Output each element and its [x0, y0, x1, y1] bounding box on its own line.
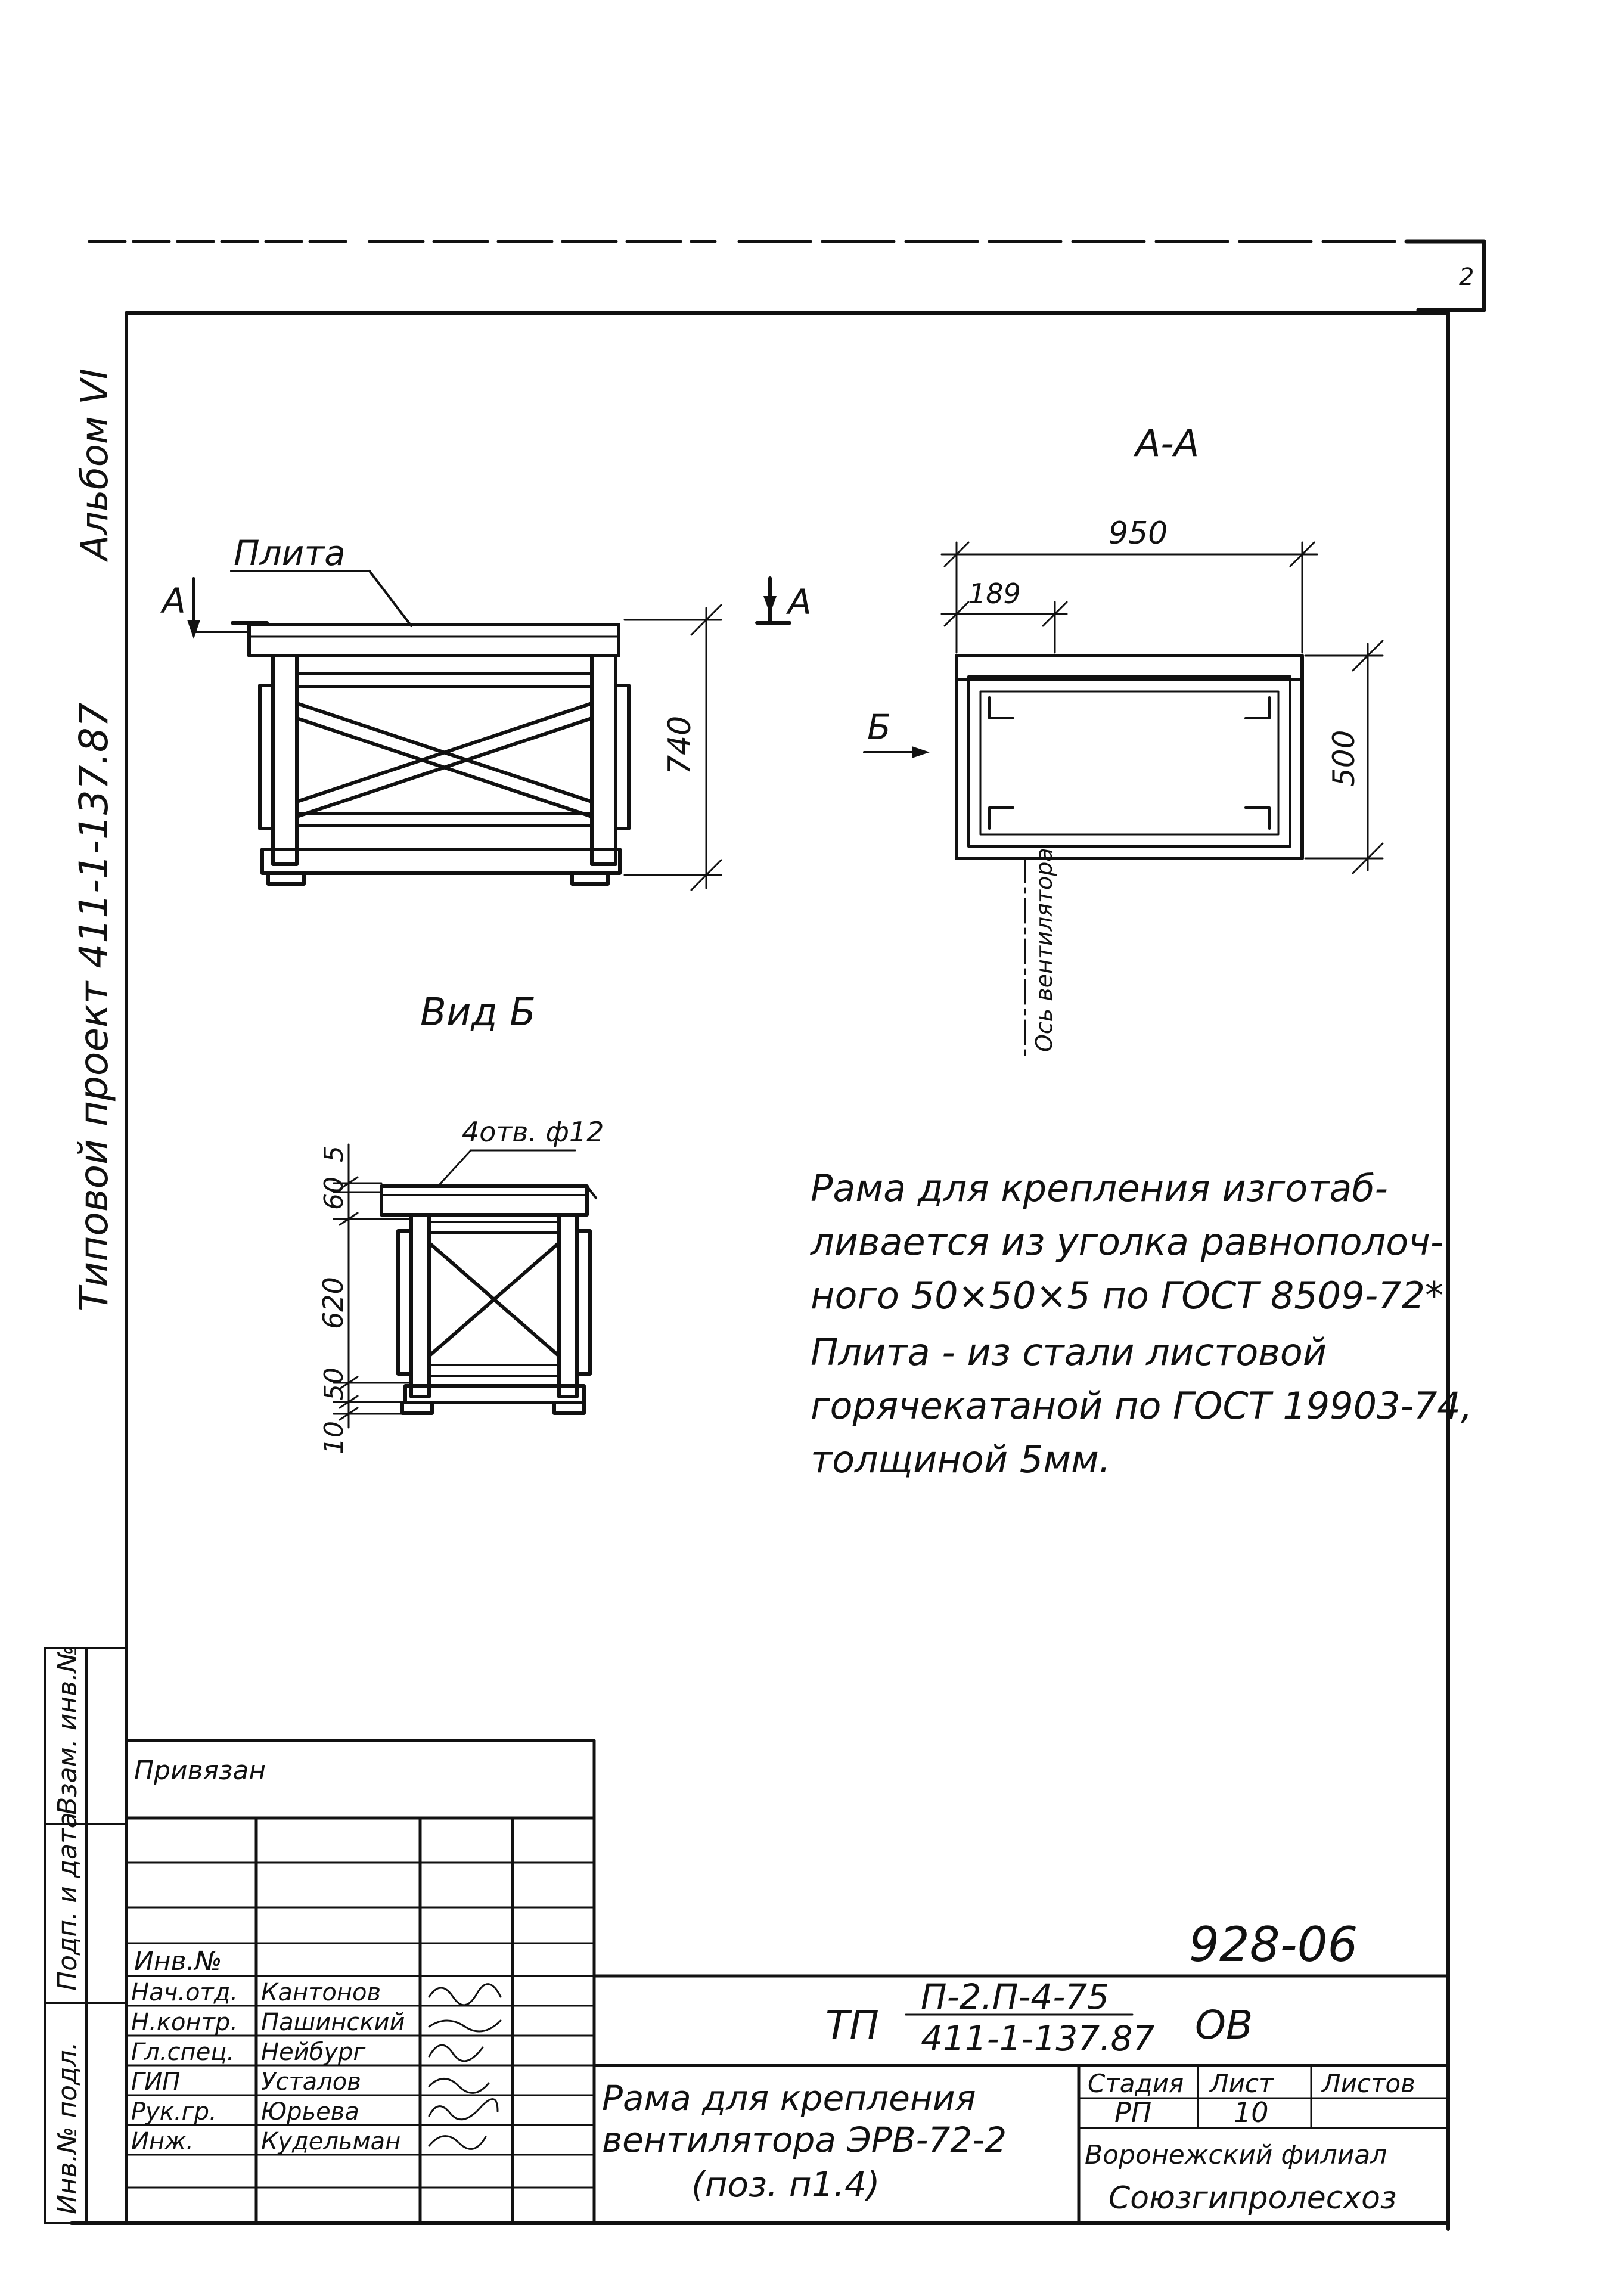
sheets-header: Листов — [1322, 2069, 1415, 2098]
note-line-5: горячекатаной по ГОСТ 19903-74, — [811, 1384, 1473, 1428]
role-5: Рук.гр. — [131, 2098, 217, 2126]
note-line-3: ного 50×50×5 по ГОСТ 8509-72* — [811, 1274, 1443, 1317]
inv-no-label: Инв.№ — [134, 1946, 222, 1977]
role-2: Н.контр. — [131, 2009, 238, 2036]
org-line-1: Воронежский филиал — [1085, 2140, 1387, 2170]
section-arrow-left — [187, 620, 200, 639]
code-line-1: П-2.П-4-75 — [921, 1977, 1110, 2017]
role-3: Гл.спец. — [131, 2039, 235, 2066]
code-prefix: ТП — [825, 2002, 879, 2048]
album-label: Альбом VI — [73, 368, 116, 560]
section-mark-left: А — [162, 581, 186, 621]
note-line-6: толщиной 5мм. — [811, 1438, 1111, 1481]
role-6: Инж. — [131, 2128, 194, 2155]
front-view — [194, 571, 790, 890]
view-b-dim-620: 620 — [317, 1277, 349, 1329]
name-2: Пашинский — [261, 2009, 405, 2036]
section-aa — [864, 542, 1383, 1055]
inv-replace-label: Взам. инв.№ — [52, 1645, 83, 1815]
role-1: Нач.отд. — [131, 1979, 238, 2006]
view-b — [334, 1144, 596, 1428]
fan-axis-label: Ось вентилятора — [1031, 848, 1057, 1052]
number-stamp: 928-06 — [1189, 1917, 1358, 1972]
name-1: Кантонов — [261, 1979, 381, 2006]
drawing-title-3: (поз. п1.4) — [691, 2164, 880, 2205]
name-3: Нейбург — [261, 2039, 366, 2066]
holes-label: 4отв. ф12 — [462, 1116, 604, 1148]
view-b-title: Вид Б — [420, 991, 536, 1035]
section-mark-right: А — [788, 582, 812, 622]
offset-dim: 189 — [968, 578, 1021, 610]
org-line-2: Союзгипролесхоз — [1109, 2180, 1397, 2216]
name-4: Усталов — [261, 2068, 361, 2096]
view-b-dim-60: 60 — [319, 1177, 349, 1210]
roles — [131, 1979, 405, 2155]
plate-label: Плита — [234, 533, 346, 573]
drawing-title-2: вентилятора ЭРВ-72-2 — [602, 2120, 1007, 2160]
code-line-2: 411-1-137.87 — [921, 2018, 1155, 2059]
view-b-dim-50: 50 — [319, 1367, 349, 1401]
view-b-dim-5: 5 — [319, 1146, 349, 1162]
bound-label: Привязан — [134, 1755, 266, 1786]
sheet-header: Лист — [1210, 2069, 1274, 2098]
name-5: Юрьева — [261, 2098, 359, 2126]
note — [810, 1166, 1473, 1481]
section-aa-title: А-А — [1135, 421, 1200, 465]
sign-date-label: Подп. и дата — [52, 1812, 83, 1991]
top-edge — [89, 241, 1484, 310]
project-label: Типовой проект 411-1-137.87 — [71, 702, 117, 1311]
sheet-number: 2 — [1459, 263, 1474, 291]
depth-dim: 500 — [1327, 730, 1361, 787]
stage-header: Стадия — [1088, 2069, 1184, 2098]
height-dim: 740 — [662, 715, 698, 775]
note-line-1: Рама для крепления изготаб- — [811, 1166, 1388, 1210]
width-dim: 950 — [1109, 516, 1168, 551]
view-b-arrow-label: Б — [867, 707, 891, 747]
view-b-arrow — [912, 746, 930, 758]
drawing-title-1: Рама для крепления — [602, 2078, 976, 2118]
inv-orig-label: Инв.№ подл. — [52, 2041, 83, 2214]
section-arrow-right — [763, 596, 777, 614]
note-line-2: ливается из уголка равнополоч- — [811, 1220, 1444, 1264]
name-6: Кудельман — [261, 2128, 401, 2155]
mark-label: ОВ — [1195, 2002, 1253, 2048]
stage-value: РП — [1114, 2096, 1152, 2129]
sheet-value: 10 — [1234, 2096, 1269, 2129]
note-line-4: Плита - из стали листовой — [811, 1330, 1327, 1374]
role-4: ГИП — [131, 2068, 181, 2096]
view-b-dim-10: 10 — [319, 1421, 349, 1454]
